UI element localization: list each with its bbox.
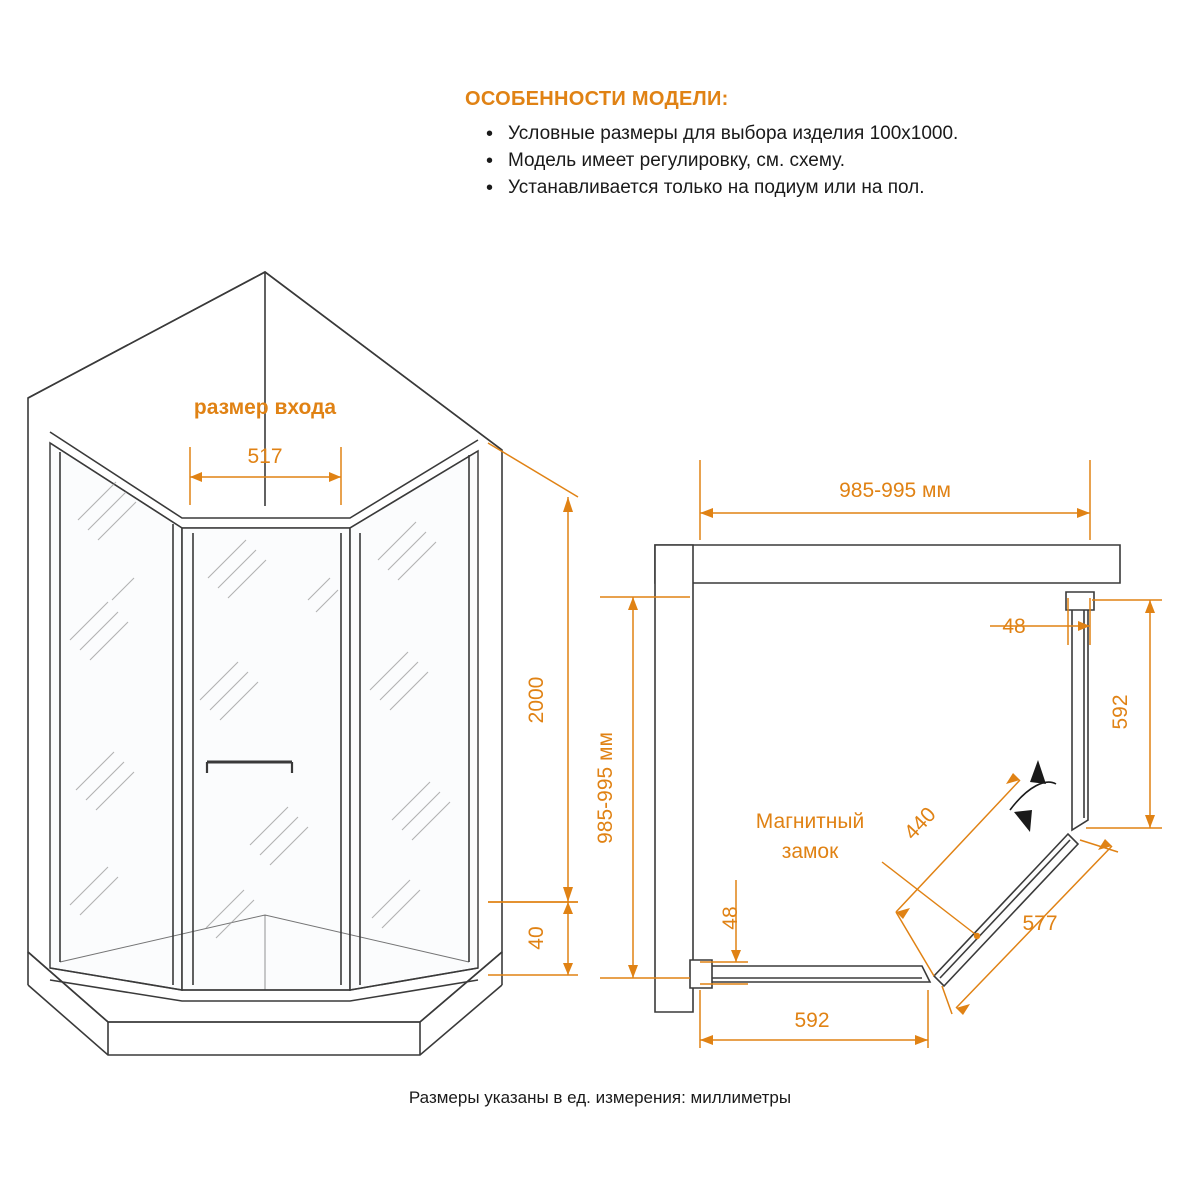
bot-arrow-r [915, 1035, 928, 1045]
features-title: ОСОБЕННОСТИ МОДЕЛИ: [465, 88, 729, 110]
wall-left [655, 545, 693, 1012]
right-arrow-b [1145, 815, 1155, 828]
plan-bottom-592-label: 592 [794, 1009, 830, 1032]
bot48-arrow-t [731, 950, 741, 962]
right-arrow-t [1145, 600, 1155, 613]
list-item: • Устанавливается только на подиум или на пол. [486, 175, 1140, 202]
dim440-line [896, 780, 1020, 912]
plan-top-dim-label: 985-995 мм [839, 479, 951, 502]
swing-arrow-up [1030, 760, 1046, 784]
base-value: 40 [525, 926, 548, 950]
base-arrow-top [563, 902, 573, 914]
top-arrow-r [1077, 508, 1090, 518]
footnote: Размеры указаны в ед. измерения: миллиметры [408, 1088, 792, 1107]
top-arrow-l [700, 508, 713, 518]
height-arrow-bottom [563, 887, 573, 902]
swing-arc [1010, 782, 1056, 810]
height-arrow-top [563, 497, 573, 512]
plan-48-top-label: 48 [1002, 615, 1026, 638]
list-item: • Условные размеры для выбора изделия 100x1000. [486, 121, 1140, 148]
door-leaf [934, 834, 1078, 986]
plan-left-dim-label: 985-995 мм [594, 732, 617, 844]
lock-leader-dot [974, 933, 980, 939]
plan-440-label: 440 [899, 802, 941, 845]
glass-left [50, 443, 182, 990]
base-arrow-bottom [563, 963, 573, 975]
list-item: • Модель имеет регулировку, см. схему. [486, 148, 1140, 175]
height-value: 2000 [525, 676, 548, 724]
left-arrow-t [628, 597, 638, 610]
panel-bottom-outer [700, 966, 930, 982]
magnetic-lock-label-2: замок [781, 840, 839, 863]
entry-size-value: 517 [247, 445, 283, 468]
plan-right-592-label: 592 [1109, 694, 1132, 730]
plan-48-bottom-label: 48 [719, 906, 742, 930]
magnetic-lock-label-1: Магнитный [755, 810, 865, 833]
glass-right [350, 451, 478, 990]
lock-leader [882, 862, 975, 934]
left-3d-view [28, 272, 502, 1055]
dim577-ext-b [942, 986, 952, 1014]
plan-view [655, 545, 1120, 1012]
glass-center [182, 528, 350, 990]
plan-577-label: 577 [1022, 912, 1058, 935]
wall-top [655, 545, 1120, 583]
dim577-ext-a [1080, 840, 1118, 852]
left-arrow-b [628, 965, 638, 978]
panel-right-outer [1072, 598, 1088, 830]
swing-arrow-down [1014, 810, 1032, 832]
entry-size-label: размер входа [193, 396, 337, 419]
bot-arrow-l [700, 1035, 713, 1045]
